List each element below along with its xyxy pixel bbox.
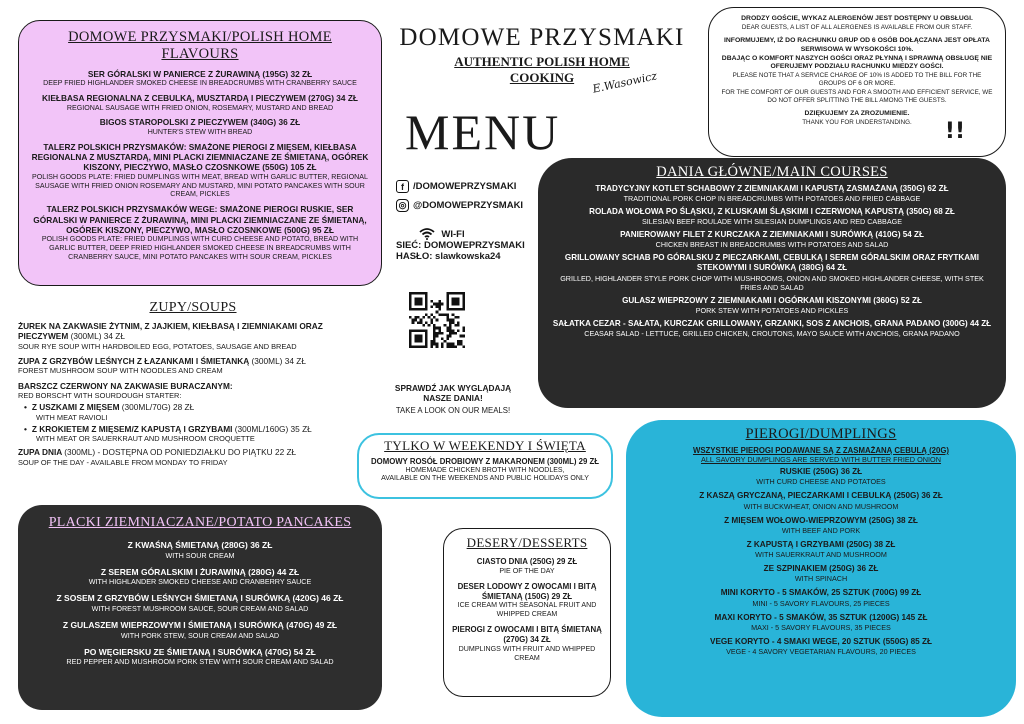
menu-item <box>29 93 371 112</box>
item-name: BIGOS STAROPOLSKI Z PIECZYWEM (340G) 36 ZŁ <box>99 117 301 128</box>
section-title: DOMOWE PRZYSMAKI/POLISH HOME FLAVOURS <box>68 29 332 62</box>
menu-item <box>18 356 368 376</box>
menu-item <box>18 381 368 444</box>
item-desc: ICE CREAM WITH SEASONAL FRUIT AND WHIPPED CREAM <box>457 601 597 619</box>
item-desc: SOUP OF THE DAY - AVAILABLE FROM MONDAY TO FRIDAY <box>18 457 228 467</box>
menu-item <box>449 625 605 662</box>
menu-item <box>636 516 1006 535</box>
item-desc: DUMPLINGS WITH FRUIT AND WHIPPED CREAM <box>458 644 596 662</box>
exclamation-icon: !! <box>944 119 965 144</box>
onion-note-en: ALL SAVORY DUMPLINGS ARE SERVED WITH BUTTER FRIED ONION <box>700 455 942 464</box>
qr-caption <box>382 383 524 415</box>
item-name: BARSZCZ CZERWONY NA ZAKWASIE BURACZANYM: <box>18 380 233 391</box>
qr-title: SPRAWDŹ JAK WYGLĄDAJĄ NASZE DANIA! <box>394 383 512 404</box>
menu-item <box>26 593 374 613</box>
restaurant-name: DOMOWE PRZYSMAKI <box>399 24 685 51</box>
item-desc: PIE OF THE DAY <box>499 566 555 575</box>
menu-item <box>449 557 605 576</box>
item-desc: DEEP FRIED HIGHLANDER SMOKED CHEESE IN BREADCRUMBS WITH CRANBERRY SAUCE <box>43 79 357 88</box>
allergen-notice-pl: DRODZY GOŚCIE, WYKAZ ALERGENÓW JEST DOSTĘPNY U OBSŁUGI. <box>741 15 973 22</box>
item-desc: AVAILABLE ON THE WEEKENDS AND PUBLIC HOLIDAYS ONLY <box>381 475 589 483</box>
item-name: GULASZ WIEPRZOWY Z ZIEMNIAKAMI I OGÓRKAMI KISZONYMI (360G) 52 ZŁ <box>622 295 922 305</box>
split-bill-en: FOR THE COMFORT OF OUR GUESTS AND FOR A SMOOTH AND EFFICIENT SERVICE, WE DO NOT OFFER SPLITTING THE BILL AMONG THE GUESTS. <box>721 88 993 104</box>
allergen-notice-en: DEAR GUESTS, A LIST OF ALL ALERGENES IS AVAILABLE FROM OUR STAFF. <box>741 23 973 31</box>
section-title: ZUPY/SOUPS <box>149 300 237 315</box>
item-desc: TRADITIONAL PORK CHOP IN BREADCRUMBS WITH POTATOES AND FRIED CABBAGE <box>623 194 921 204</box>
item-price: (300ML) - DOSTĘPNA OD PONIEDZIAŁKU DO PIĄTKU 22 ZŁ <box>64 447 297 458</box>
item-name: RUSKIE (250G) 36 ZŁ <box>779 467 863 476</box>
menu-item <box>550 184 994 203</box>
item-name: KIEŁBASA REGIONALNA Z CEBULKĄ, MUSZTARDĄ I PIECZYWEM (270G) 34 ZŁ <box>42 93 358 104</box>
item-name: MINI KORYTO - 5 SMAKÓW, 25 SZTUK (700G) 99 ZŁ <box>720 588 922 598</box>
item-desc: CHICKEN BREAST IN BREADCRUMBS WITH POTATOES AND SALAD <box>655 240 889 250</box>
tagline: AUTHENTIC POLISH HOME COOKING <box>454 54 630 86</box>
item-price: (300ML/160G) 35 ZŁ <box>234 423 312 434</box>
item-name: TRADYCYJNY KOTLET SCHABOWY Z ZIEMNIAKAMI I KAPUSTĄ ZASMAŻANĄ (350G) 62 ZŁ <box>595 184 949 193</box>
menu-item <box>26 620 374 640</box>
menu-item <box>636 588 1006 607</box>
menu-item <box>26 647 374 667</box>
guest-info-box <box>708 7 1006 157</box>
item-name: Z KWAŚNĄ ŚMIETANĄ (280G) 36 ZŁ <box>127 540 273 550</box>
item-name: Z KASZĄ GRYCZANĄ, PIECZARKAMI I CEBULKĄ (250G) 36 ZŁ <box>699 491 943 501</box>
social-links <box>396 180 523 218</box>
wifi-network: SIEĆ: DOMOWEPRZYSMAKI <box>396 240 525 251</box>
item-desc: WITH BEEF AND PORK <box>781 525 861 535</box>
weekend-special-section <box>357 433 613 499</box>
menu-item <box>550 253 994 291</box>
item-desc: PORK STEW WITH POTATOES AND PICKLES <box>695 305 849 315</box>
section-title: TYLKO W WEEKENDY I ŚWIĘTA <box>384 438 586 453</box>
main-courses-section <box>538 158 1006 408</box>
item-name: PIEROGI Z OWOCAMI I BITĄ ŚMIETANĄ (270G) 34 ZŁ <box>452 625 602 645</box>
item-desc: WITH MEAT RAVIOLI <box>36 412 108 422</box>
item-name: Z SEREM GÓRALSKIM I ŻURAWINĄ (280G) 44 ZŁ <box>100 566 300 577</box>
wifi-info <box>396 228 546 262</box>
menu-item <box>550 319 994 338</box>
dumplings-section <box>626 420 1016 717</box>
item-price: (300ML) 34 ZŁ <box>251 355 306 366</box>
menu-item <box>636 467 1006 486</box>
menu-item <box>636 637 1006 656</box>
desserts-section <box>443 528 611 697</box>
menu-item <box>636 613 1006 632</box>
item-desc: WITH MEAT OR SAUERKRAUT AND MUSHROOM CROQUETTE <box>36 434 255 444</box>
item-name: CIASTO DNIA (250G) 29 ZŁ <box>476 557 578 566</box>
menu-item <box>550 230 994 249</box>
menu-subitem <box>18 424 368 444</box>
menu-item <box>26 567 374 587</box>
item-name: ŻUREK NA ZAKWASIE ŻYTNIM, Z JAJKIEM, KIEŁBASĄ I ZIEMNIAKAMI ORAZ PIECZYWEM <box>18 321 323 342</box>
menu-item <box>29 142 371 200</box>
instagram-handle: @DOMOWEPRZYSMAKI <box>413 200 524 211</box>
item-name: ZE SZPINAKIEM (250G) 36 ZŁ <box>763 564 879 573</box>
instagram-link[interactable] <box>396 199 523 212</box>
item-name: ZUPA Z GRZYBÓW LEŚNYCH Z ŁAZANKAMI I ŚMIETANKĄ <box>18 355 250 366</box>
menu-item <box>365 457 605 484</box>
item-name: ROLADA WOŁOWA PO ŚLĄSKU, Z KLUSKAMI ŚLĄSKIMI I CZERWONĄ KAPUSTĄ (350G) 68 ZŁ <box>589 207 955 217</box>
menu-item <box>29 69 371 88</box>
split-bill-pl: DBAJĄC O KOMFORT NASZYCH GOŚCI ORAZ PŁYNNĄ I SPRAWNĄ OBSŁUGĘ NIE OFERUJEMY PODZIAŁU RACHUNKU MIEDZY GOŚCI. <box>721 54 993 71</box>
item-desc: GRILLED, HIGHLANDER STYLE PORK CHOP WITH MUSHROOMS, ONION AND SMOKED HIGHLANDER CHEESE, WITH STEK FRIES AND SALAD <box>560 273 984 292</box>
wifi-password: HASŁO: slawkowska24 <box>396 251 501 262</box>
item-name: MAXI KORYTO - 5 SMAKÓW, 35 SZTUK (1200G) 145 ZŁ <box>714 612 928 622</box>
item-desc: MINI - 5 SAVORY FLAVOURS, 25 PIECES <box>752 598 890 608</box>
item-desc: HUNTER'S STEW WITH BREAD <box>147 127 253 136</box>
item-desc: RED BORSCHT WITH SOURDOUGH STARTER: <box>18 390 182 400</box>
chef-signature: E.Wasowicz <box>591 69 659 96</box>
menu-item <box>636 540 1006 559</box>
item-desc: MAXI - 5 SAVORY FLAVOURS, 35 PIECES <box>751 622 891 632</box>
item-desc: SOUR RYE SOUP WITH HARDBOILED EGG, POTATOES, SAUSAGE AND BREAD <box>18 341 297 351</box>
item-name: Z KAPUSTĄ I GRZYBAMI (250G) 38 ZŁ <box>746 539 896 549</box>
menu-item <box>29 117 371 136</box>
item-price: (300ML/70G) 28 ZŁ <box>121 402 195 413</box>
item-name: DOMOWY ROSÓŁ DROBIOWY Z MAKARONEM (300ML) 29 ZŁ <box>371 457 599 466</box>
item-name: TALERZ POLSKICH PRZYSMAKÓW WEGE: SMAŻONE PIEROGI RUSKIE, SER GÓRALSKI W PANIERCE Z ŻURAWINĄ, MINI PLACKI ZIEMNIACZANE ZE ŚMIETANĄ, OGÓREK KISZONY, PIECZYWO, MASŁO CZOSNKOWE (500G) 95 ZŁ <box>33 204 367 236</box>
item-name: DESER LODOWY Z OWOCAMI I BITĄ ŚMIETANĄ (150G) 29 ZŁ <box>457 581 597 601</box>
onion-note-pl: WSZYSTKIE PIEROGI PODAWANE SĄ Z ZASMAŻANĄ CEBULĄ (20G) <box>692 446 949 455</box>
menu-item <box>18 447 368 467</box>
section-title: PLACKI ZIEMNIACZANE/POTATO PANCAKES <box>48 515 352 530</box>
item-name: Z SOSEM Z GRZYBÓW LEŚNYCH ŚMIETANĄ I SURÓWKĄ (420G) 46 ZŁ <box>56 593 344 604</box>
item-desc: WITH HIGHLANDER SMOKED CHEESE AND CRANBERRY SAUCE <box>88 577 312 587</box>
item-name: Z KROKIETEM Z MIĘSEM/Z KAPUSTĄ I GRZYBAMI <box>31 423 233 434</box>
wifi-icon <box>419 228 435 240</box>
menu-title: MENU <box>405 104 561 160</box>
item-desc: WITH BUCKWHEAT, ONION AND MUSHROOM <box>743 501 899 511</box>
menu-item <box>550 207 994 226</box>
qr-subtitle: TAKE A LOOK ON OUR MEALS! <box>395 405 511 415</box>
item-name: ZUPA DNIA <box>18 447 62 458</box>
section-title: PIEROGI/DUMPLINGS <box>745 426 897 442</box>
qr-code[interactable] <box>409 292 465 348</box>
item-desc: WITH SAUERKRAUT AND MUSHROOM <box>755 550 887 559</box>
service-charge-pl: INFORMUJEMY, IŻ DO RACHUNKU GRUP OD 6 OSÓB DOŁĄCZANA JEST OPŁATA SERWISOWA W WYSOKOŚCI 10%. <box>724 37 990 53</box>
menu-item <box>26 540 374 560</box>
menu-item <box>636 491 1006 510</box>
thanks-en: THANK YOU FOR UNDERSTANDING. <box>802 118 912 126</box>
service-charge-en: PLEASE NOTE THAT A SERVICE CHARGE OF 10% IS ADDED TO THE BILL FOR THE GROUPS OF 6 OR MORE. <box>732 72 982 88</box>
item-desc: CEASAR SALAD - LETTUCE, GRILLED CHICKEN, CROUTONS, MAYO SAUCE WITH ANCHOIS, GRANA PADANO <box>584 328 960 338</box>
polish-home-flavours-section <box>18 20 382 286</box>
item-desc: WITH SPINACH <box>794 574 848 584</box>
item-desc: SILESIAN BEEF ROULADE WITH SILESIAN DUMPLINGS AND RED CABBAGE <box>641 217 902 227</box>
item-name: Z USZKAMI Z MIĘSEM <box>31 402 120 413</box>
item-desc: WITH CURD CHEESE AND POTATOES <box>756 477 886 487</box>
item-desc: FOREST MUSHROOM SOUP WITH NOODLES AND CREAM <box>18 366 223 376</box>
soups-section <box>18 300 368 472</box>
item-name: VEGE KORYTO - 4 SMAKI WEGE, 20 SZTUK (550G) 85 ZŁ <box>709 636 932 646</box>
item-name: TALERZ POLSKICH PRZYSMAKÓW: SMAŻONE PIEROGI Z MIĘSEM, KIEŁBASA REGIONALNA Z MUSZTARDĄ, MINI PLACKI ZIEMNIACZANE ZE ŚMIETANĄ, OGÓREK KISZONY, PIECZYWO, MASŁO CZOSNKOWE (550G) 105 ZŁ <box>31 141 369 173</box>
instagram-icon: ◎ <box>396 199 409 212</box>
potato-pancakes-section <box>18 505 382 710</box>
wifi-title: WI-FI <box>441 228 465 240</box>
section-title: DANIA GŁÓWNE/MAIN COURSES <box>656 164 888 180</box>
item-name: Z GULASZEM WIEPRZOWYM I ŚMIETANĄ I SURÓWKĄ (470G) 49 ZŁ <box>62 619 338 630</box>
item-price: (300ML) 34 ZŁ <box>70 331 125 342</box>
thanks-pl: DZIĘKUJEMY ZA ZROZUMIENIE. <box>804 110 910 117</box>
item-desc: REGIONAL SAUSAGE WITH FRIED ONION, ROSEMARY, MUSTARD AND BREAD <box>66 103 334 112</box>
item-name: PO WĘGIERSKU ZE ŚMIETANĄ I SURÓWKĄ (470G) 54 ZŁ <box>84 646 316 657</box>
menu-subitem <box>18 402 368 422</box>
facebook-link[interactable] <box>396 180 523 193</box>
section-title: DESERY/DESSERTS <box>466 535 588 550</box>
item-desc: POLISH GOODS PLATE: FRIED DUMPLINGS WITH CURD CHEESE AND POTATO, BREAD WITH GARLIC BUTTER, DEEP FRIED HIGHLANDER SMOKED CHEESE IN BREADCRUMBS WITH CRANBERRY SAUCE, MINI POTATO PANCAKES WITH SOUR CREAM, PICKLES <box>41 235 359 262</box>
item-name: Z MIĘSEM WOŁOWO-WIEPRZOWYM (250G) 38 ZŁ <box>724 515 918 525</box>
item-name: SER GÓRALSKI W PANIERCE Z ŻURAWINĄ (195G) 32 ZŁ <box>87 69 313 79</box>
item-desc: POLISH GOODS PLATE: FRIED DUMPLINGS WITH MEAT, BREAD WITH GARLIC BUTTER, REGIONAL SAUSAGE WITH FRIED ONION ROSEMARY AND MUSTARD, MINI POTATO PANCAKES WITH SOUR CREAM, PICKLES <box>32 172 368 199</box>
item-desc: VEGE - 4 SAVORY VEGETARIAN FLAVOURS, 20 PIECES <box>726 647 916 656</box>
facebook-handle: /DOMOWEPRZYSMAKI <box>413 181 517 192</box>
menu-item <box>550 296 994 315</box>
facebook-icon: f <box>396 180 409 193</box>
item-name: SAŁATKA CEZAR - SAŁATA, KURCZAK GRILLOWANY, GRZANKI, SOS Z ANCHOIS, GRANA PADANO (300G) 44 ZŁ <box>552 318 992 328</box>
item-desc: WITH PORK STEW, SOUR CREAM AND SALAD <box>120 630 280 640</box>
item-name: PANIEROWANY FILET Z KURCZAKA Z ZIEMNIAKAMI I SURÓWKĄ (410G) 54 ZŁ <box>620 230 924 240</box>
menu-item <box>636 564 1006 583</box>
item-desc: WITH SOUR CREAM <box>165 550 235 560</box>
item-desc: HOMEMADE CHICKEN BROTH WITH NOODLES, <box>405 466 565 474</box>
menu-item <box>29 204 371 262</box>
item-name: GRILLOWANY SCHAB PO GÓRALSKU Z PIECZARKAMI, CEBULKĄ I SEREM GÓRALSKIM ORAZ FRYTKAMI STEKOWYMI I SURÓWKĄ (380G) 64 ZŁ <box>564 253 980 273</box>
menu-item <box>18 321 368 351</box>
item-desc: RED PEPPER AND MUSHROOM PORK STEW WITH SOUR CREAM AND SALAD <box>66 657 334 667</box>
item-desc: WITH FOREST MUSHROOM SAUCE, SOUR CREAM AND SALAD <box>91 603 309 613</box>
menu-item <box>449 582 605 619</box>
